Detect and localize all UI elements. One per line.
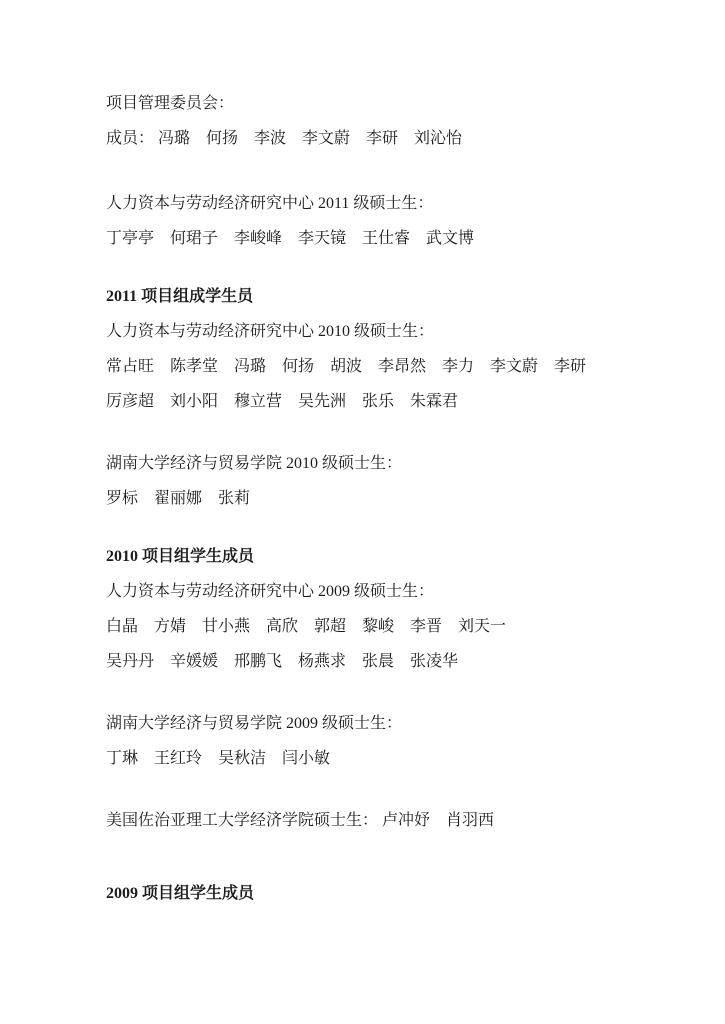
group-names-line: 厉彦超 刘小阳 穆立营 吴先洲 张乐 朱霖君 [106,393,459,410]
group-names-line: 白晶 方婧 甘小燕 高欣 郭超 黎峻 李晋 刘天一 [106,618,507,635]
committee-section [106,86,639,156]
committee-members-line [106,121,639,156]
committee-members-label: 成员： [106,130,155,147]
group-title: 人力资本与劳动经济研究中心 2009 级硕士生： [106,583,435,600]
group-names-line: 丁琳 王红玲 吴秋洁 闫小敏 [106,750,331,767]
group-title: 湖南大学经济与贸易学院 2009 级硕士生： [106,715,403,732]
group-names-line: 吴丹丹 辛媛媛 邢鹏飞 杨燕求 张晨 张凌华 [106,653,459,670]
section-2009-heading: 2009 项目组学生成员 [106,885,255,902]
section-2011-heading: 2011 项目组成学生员 [106,288,254,305]
section-2010-group-hunan-2009 [106,706,639,776]
cohort-2011-title: 人力资本与劳动经济研究中心 2011 级硕士生： [106,195,434,212]
group-title: 湖南大学经济与贸易学院 2010 级硕士生： [106,455,403,472]
section-2010-group-hccle-2009 [106,574,639,679]
group-names-line: 罗标 翟丽娜 张莉 [106,490,251,507]
cohort-2011-names: 丁亭亭 何珺子 李峻峰 李天镜 王仕睿 武文博 [106,230,475,247]
section-2011-group-hccle-2010 [106,314,639,419]
group-names-line: 常占旺 陈孝堂 冯璐 何扬 胡波 李昂然 李力 李文蔚 李研 [106,358,587,375]
section-2010-group-georgia-tech [106,803,639,838]
group-inline-title: 美国佐治亚理工大学经济学院硕士生： [106,812,379,829]
committee-members-names: 冯璐 何扬 李波 李文蔚 李研 刘沁怡 [158,130,463,147]
section-2011-group-hunan-2010 [106,446,639,516]
group-inline-line [106,803,639,838]
section-2010-heading: 2010 项目组学生成员 [106,548,255,565]
group-inline-names: 卢冲妤 肖羽西 [382,812,495,829]
cohort-2011-group [106,186,639,256]
committee-title: 项目管理委员会： [106,95,235,112]
group-title: 人力资本与劳动经济研究中心 2010 级硕士生： [106,323,435,340]
